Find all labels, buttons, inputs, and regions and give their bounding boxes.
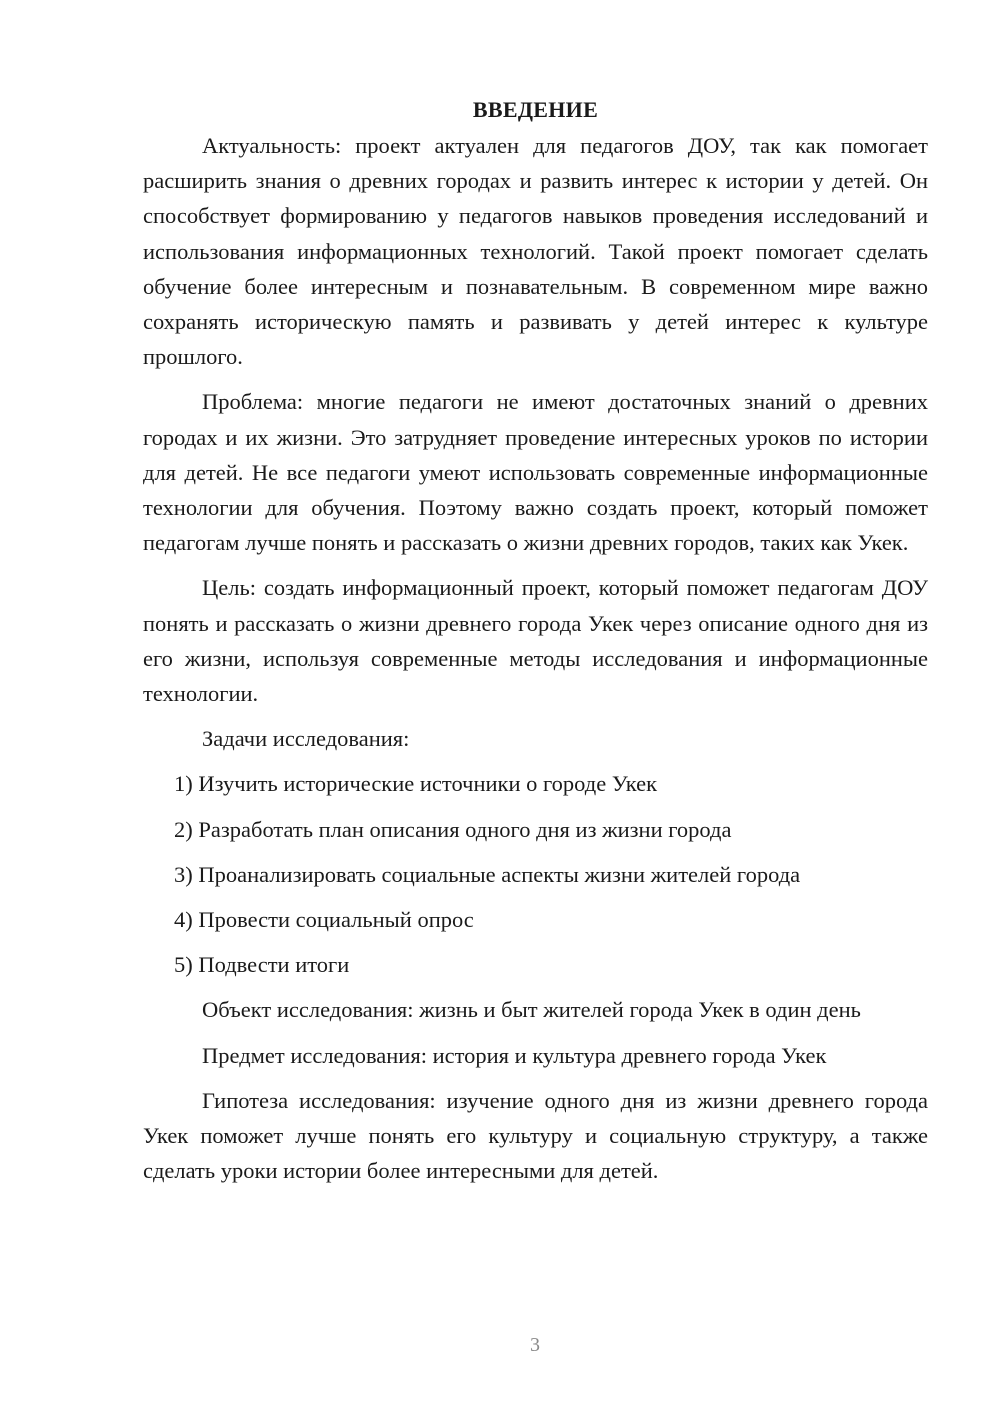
task-item: 1) Изучить исторические источники о городе Укек — [174, 771, 658, 797]
paragraph-problem: Проблема: многие педагоги не имеют достаточных знаний о древних городах и их жизни. Это затрудняет проведение интересных уроков по истории для детей. Не все педагоги умеют использовать современные информационные технологии для обучения. Поэтому важно создать проект, который поможет педагогам лучше понять и рассказать о жизни древних городов, таких как Укек. — [143, 389, 928, 556]
paragraph-subject: Предмет исследования: история и культура древнего города Укек — [202, 1042, 827, 1068]
page-number: 3 — [530, 1334, 540, 1356]
task-item: 5) Подвести итоги — [174, 952, 350, 978]
tasks-list — [143, 766, 928, 982]
paragraph-relevance: Актуальность: проект актуален для педагогов ДОУ, так как помогает расширить знания о древних городах и развить интерес к истории у детей. Он способствует формированию у педагогов навыков проведения исследований и использования информационных технологий. Такой проект помогает сделать обучение более интересным и познавательным. В современном мире важно сохранять историческую память и развивать у детей интерес к культуре прошлого. — [143, 133, 928, 370]
paragraph-goal: Цель: создать информационный проект, который поможет педагогам ДОУ понять и рассказать о жизни древнего города Укек через описание одного дня из его жизни, используя современные методы исследования и информационные технологии. — [143, 575, 928, 707]
task-item: 3) Проанализировать социальные аспекты жизни жителей города — [174, 861, 801, 887]
task-item: 4) Провести социальный опрос — [174, 907, 474, 933]
task-item: 2) Разработать план описания одного дня из жизни города — [174, 816, 732, 842]
page-content — [143, 92, 928, 1198]
paragraph-object: Объект исследования: жизнь и быт жителей города Укек в один день — [202, 997, 861, 1023]
paragraph-hypothesis: Гипотеза исследования: изучение одного дня из жизни древнего города Укек поможет лучше понять его культуру и социальную структуру, а также сделать уроки истории более интересными для детей. — [143, 1087, 928, 1184]
page-title: ВВЕДЕНИЕ — [472, 97, 599, 122]
tasks-heading: Задачи исследования: — [202, 726, 410, 752]
